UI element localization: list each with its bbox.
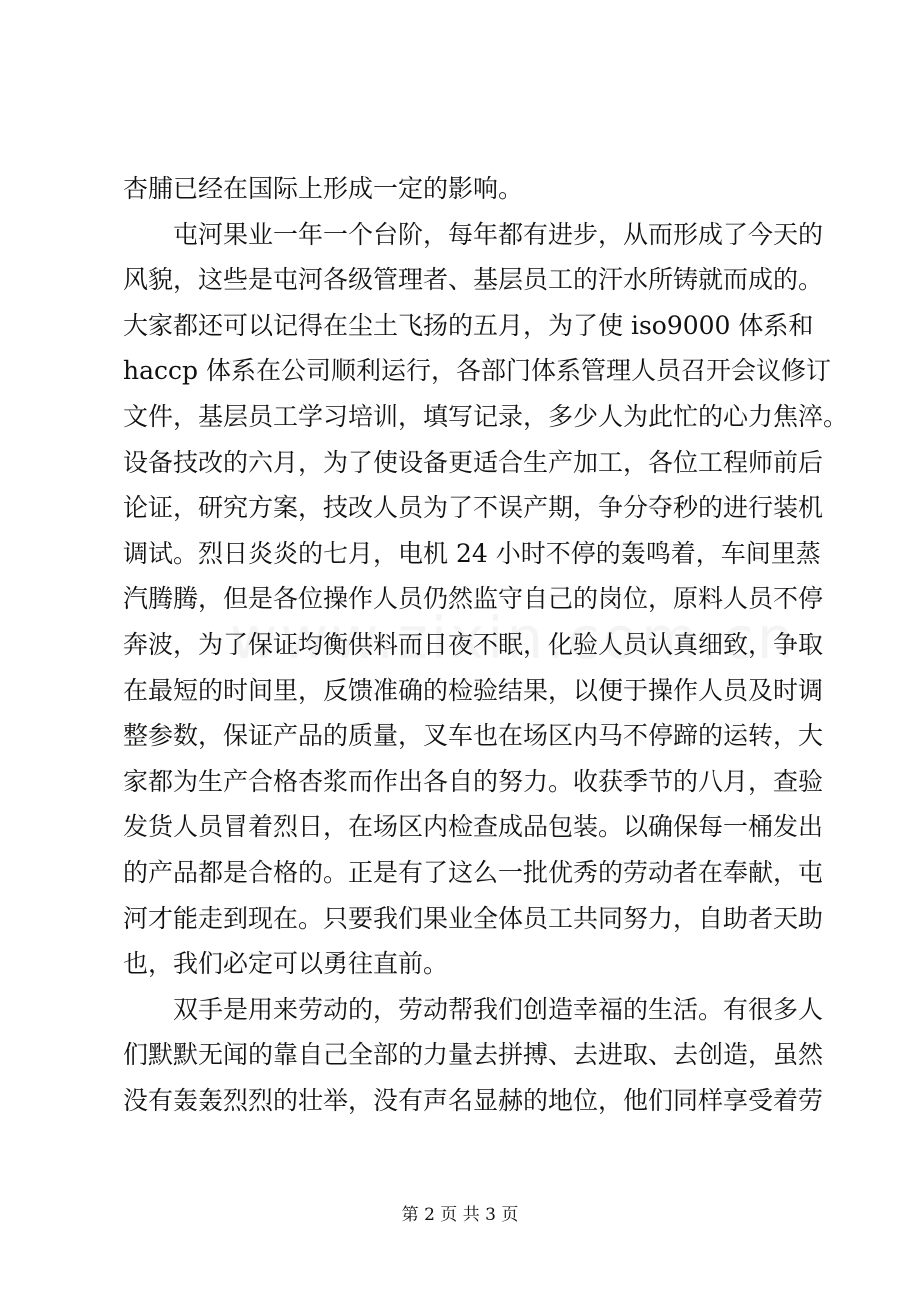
text-line: 汽腾腾，但是各位操作人员仍然监守自己的岗位，原料人员不停 <box>123 584 824 614</box>
text-line: 论证，研究方案，技改人员为了不误产期，争分夺秒的进行装机 <box>123 493 824 523</box>
page-footer: 第 2 页 共 3 页 <box>401 1205 519 1225</box>
text-line: haccp 体系在公司顺利运行，各部门体系管理人员召开会议修订 <box>123 356 831 386</box>
text-line: 屯河果业一年一个台阶，每年都有进步，从而形成了今天的 <box>173 219 824 249</box>
text-line: 文件，基层员工学习培训，填写记录，多少人为此忙的心力焦淬。 <box>123 401 849 431</box>
text-line: 的产品都是合格的。正是有了这么一批优秀的劳动者在奉献，屯 <box>123 857 824 887</box>
text-line: 整参数，保证产品的质量，叉车也在场区内马不停蹄的运转，大 <box>123 721 824 751</box>
text-line: 杏脯已经在国际上形成一定的影响。 <box>123 174 524 203</box>
text-line: 没有轰轰烈烈的壮举，没有声名显赫的地位，他们同样享受着劳 <box>123 1085 824 1115</box>
text-line: 发货人员冒着烈日，在场区内检查成品包装。以确保每一桶发出 <box>123 812 824 842</box>
text-line: 河才能走到现在。只要我们果业全体员工共同努力，自助者天助 <box>123 903 824 933</box>
document-body <box>123 166 849 1123</box>
text-line: 在最短的时间里，反馈准确的检验结果，以便于操作人员及时调 <box>123 675 824 705</box>
text-line: 设备技改的六月，为了使设备更适合生产加工，各位工程师前后 <box>123 447 824 477</box>
text-line: 风貌，这些是屯河各级管理者、基层员工的汗水所铸就而成的。 <box>123 265 824 295</box>
text-line: 奔波，为了保证均衡供料而日夜不眠，化验人员认真细致，争取 <box>123 629 824 659</box>
text-line: 双手是用来劳动的，劳动帮我们创造幸福的生活。有很多人 <box>173 994 824 1024</box>
text-line: 也，我们必定可以勇往直前。 <box>123 949 449 979</box>
text-line: 们默默无闻的靠自己全部的力量去拼搏、去进取、去创造，虽然 <box>123 1040 824 1070</box>
text-line: 大家都还可以记得在尘土飞扬的五月，为了使 iso9000 体系和 <box>123 310 814 340</box>
text-line: 调试。烈日炎炎的七月，电机 24 小时不停的轰鸣着，车间里蒸 <box>123 538 821 568</box>
text-line: 家都为生产合格杏浆而作出各自的努力。收获季节的八月，查验 <box>123 766 824 796</box>
